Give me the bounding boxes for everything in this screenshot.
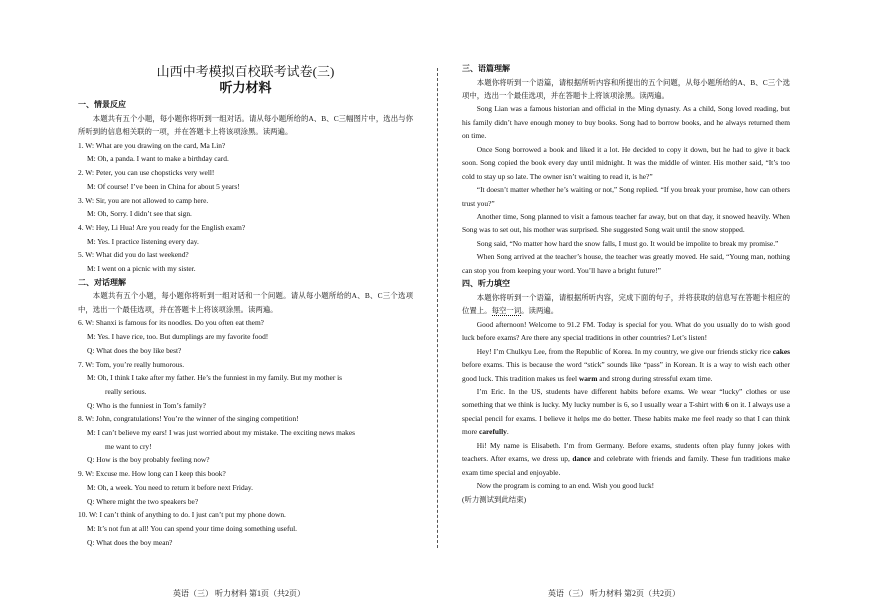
answer-word: warm — [578, 373, 598, 383]
answer-word: carefully — [479, 427, 507, 437]
passage-paragraph: “It doesn’t matter whether he’s waiting or not,” Song replied. “If you break your promise, how can others trust you?” — [462, 185, 790, 208]
text: on it. I always use a special pencil for exams. I believe it helps me do better. These habits make me feel ready so that I can think more — [462, 400, 790, 437]
text: Hey! I’m Chulkyu Lee, from the Republic of Korea. In my country, we give our friends sticky rice — [476, 346, 773, 356]
answer-word: dance — [572, 454, 591, 464]
exam-title: 山西中考模拟百校联考试卷(三) — [156, 64, 335, 79]
dialog-line: M: I can’t believe my ears! I was just worried about my mistake. The exciting news makes — [87, 428, 355, 438]
dialog-line: M: It’s not fun at all! You can spend your time doing something useful. — [87, 523, 297, 533]
dialog-line: M: Yes. I practice listening every day. — [87, 236, 199, 246]
passage-paragraph: When Song arrived at the teacher’s house, the teacher was greatly moved. He said, “Young man, nothing can stop you from keeping your word. You’ll have a bright future!” — [462, 252, 790, 275]
question-line: Q: Who is the funniest in Tom’s family? — [87, 400, 206, 410]
section-1 — [78, 98, 413, 549]
text: and celebrate with friends and family. These fun traditions make exam time special and enjoyable. — [462, 454, 790, 477]
text: and strong during stressful exam time. — [597, 373, 713, 383]
answer-word: 6 — [725, 400, 729, 410]
text: I’m Eric. In the US, students have different habits before exams. We wear “lucky” clothes or use something that we think is lucky. My lucky number is 6, so I usually wear a T-shirt with — [462, 386, 790, 410]
question-line: Q: Where might the two speakers be? — [87, 496, 199, 506]
passage-paragraph: Good afternoon! Welcome to 91.2 FM. Today is special for you. What do you usually do to wish good luck before exams? Are there any special traditions in other countries? Let’s listen! — [462, 319, 790, 343]
dialog-line: 4. W: Hey, Li Hua! Are you ready for the English exam? — [78, 222, 246, 232]
question-line: Q: What does the boy mean? — [87, 537, 173, 547]
dialog-line: 8. W: John, congratulations! You’re the winner of the singing competition! — [78, 414, 299, 424]
right-page — [462, 0, 790, 615]
section-1-heading: 一、情景反应 — [78, 100, 126, 109]
dialog-line: M: Oh, a week. You need to return it before next Friday. — [87, 482, 253, 492]
footer-right: 英语（三） 听力材料 第2页（共2页） — [548, 589, 680, 598]
section-4-instructions — [462, 291, 790, 318]
dialog-line: 7. W: Tom, you’re really humorous. — [78, 359, 185, 369]
dialog-line: 5. W: What did you do last weekend? — [78, 250, 189, 260]
passage-paragraph: Now the program is coming to an end. Wish you good luck! — [476, 481, 655, 491]
footer-left: 英语（三） 听力材料 第1页（共2页） — [173, 589, 305, 598]
section-4-heading: 四、听力填空 — [462, 279, 510, 289]
section-1-instructions: 本题共有五个小题，每小题你将听到一组对话。请从每小题所给的A、B、C三幅图片中，选出与你所听到的信息相关联的一项，并在答题卡上将该项涂黑。读两遍。 — [78, 113, 413, 137]
instr-text-end: 。读两遍。 — [521, 306, 559, 316]
dialog-line: 6. W: Shanxi is famous for its noodles. Do you often eat them? — [78, 318, 264, 328]
passage-paragraph — [462, 345, 790, 385]
dialog-line: M: Oh, I think I take after my father. He’s the funniest in my family. But my mother is — [87, 373, 343, 383]
dialog-line: me want to cry! — [105, 441, 152, 451]
instr-text: 本题你将听到一个语篇，请根据所听内容，完成下面的句子，并将获取的信息写在答题卡相应的位置上。 — [462, 292, 790, 316]
answer-word: cakes — [772, 346, 790, 356]
dialog-line: M: Yes. I have rice, too. But dumplings are my favorite food! — [87, 332, 269, 342]
passage-paragraph: Song Lian was a famous historian and official in the Ming dynasty. As a child, Song loved reading, but his family didn’t have enough money to buy books. Song had to borrow books, and he always returned them on time. — [462, 104, 790, 141]
dialog-line: M: Oh, a panda. I want to make a birthday card. — [87, 154, 229, 164]
page-divider — [437, 68, 438, 548]
dialog-line: 3. W: Sir, you are not allowed to camp here. — [78, 195, 209, 205]
dialog-line: M: Of course! I’ve been in China for about 5 years! — [87, 181, 240, 191]
section-3-heading: 三、语篇理解 — [462, 64, 510, 73]
dialog-line: 9. W: Excuse me. How long can I keep this book? — [78, 469, 226, 479]
section-3-instructions: 本题你将听到一个语篇，请根据所听内容和所提出的五个问题，从每小题所给的A、B、C三个选项中，选出一个最佳选项，并在答题卡上将该项涂黑。读两遍。 — [462, 77, 790, 100]
passage-paragraph — [462, 439, 790, 479]
dialog-line: really serious. — [105, 386, 147, 396]
instr-emphasis: 每空一词 — [491, 306, 522, 316]
section-2-heading: 二、对话理解 — [78, 277, 126, 287]
section-3 — [462, 62, 790, 506]
dialog-line: M: Oh, Sorry. I didn’t see that sign. — [87, 209, 192, 219]
left-page — [78, 0, 413, 615]
dialog-line: 2. W: Peter, you can use chopsticks very well! — [78, 168, 215, 178]
dialog-line: 1. W: What are you drawing on the card, Ma Lin? — [78, 140, 226, 150]
exam-subtitle: 听力材料 — [219, 80, 272, 95]
section-2-instructions: 本题共有五个小题，每小题你将听到一组对话和一个问题。请从每小题所给的A、B、C三个选项中，选出一个最佳选项，并在答题卡上将该项涂黑。读两遍。 — [78, 291, 413, 314]
passage-paragraph: Once Song borrowed a book and liked it a lot. He decided to copy it down, but he had to give it back soon. Song copied the book every day until midnight. It was the middle of winter. His mother said, “It’s too cold to stay up so late. The owner isn’t waiting to read it, is he?” — [462, 144, 790, 181]
text: . — [506, 427, 509, 437]
dialog-line: M: I went on a picnic with my sister. — [87, 264, 196, 274]
question-line: Q: How is the boy probably feeling now? — [87, 455, 210, 465]
passage-paragraph — [462, 385, 790, 439]
text: before exams. This is because the word “stick” sounds like “pass” in Korean. It is a way to wish each other good luck. This tradition makes us feel — [462, 360, 790, 383]
dialog-line: 10. W: I can’t think of anything to do. I just can’t put my phone down. — [78, 510, 286, 520]
passage-paragraph: Another time, Song planned to visit a famous teacher far away, but on that day, it snowed heavily. When Song was to set out, his mother was surprised. She suggested Song wait until the snow stopped. — [462, 212, 790, 235]
text: Hi! My name is Elisabeth. I’m from Germany. Before exams, students often play funny jokes with teachers. After exams, we dress up, — [462, 440, 790, 464]
passage-paragraph: Song said, “No matter how hard the snow falls, I must go. It would be impolite to break my promise.” — [476, 238, 779, 248]
end-note: (听力测试到此结束) — [462, 494, 527, 504]
question-line: Q: What does the boy like best? — [87, 345, 182, 355]
